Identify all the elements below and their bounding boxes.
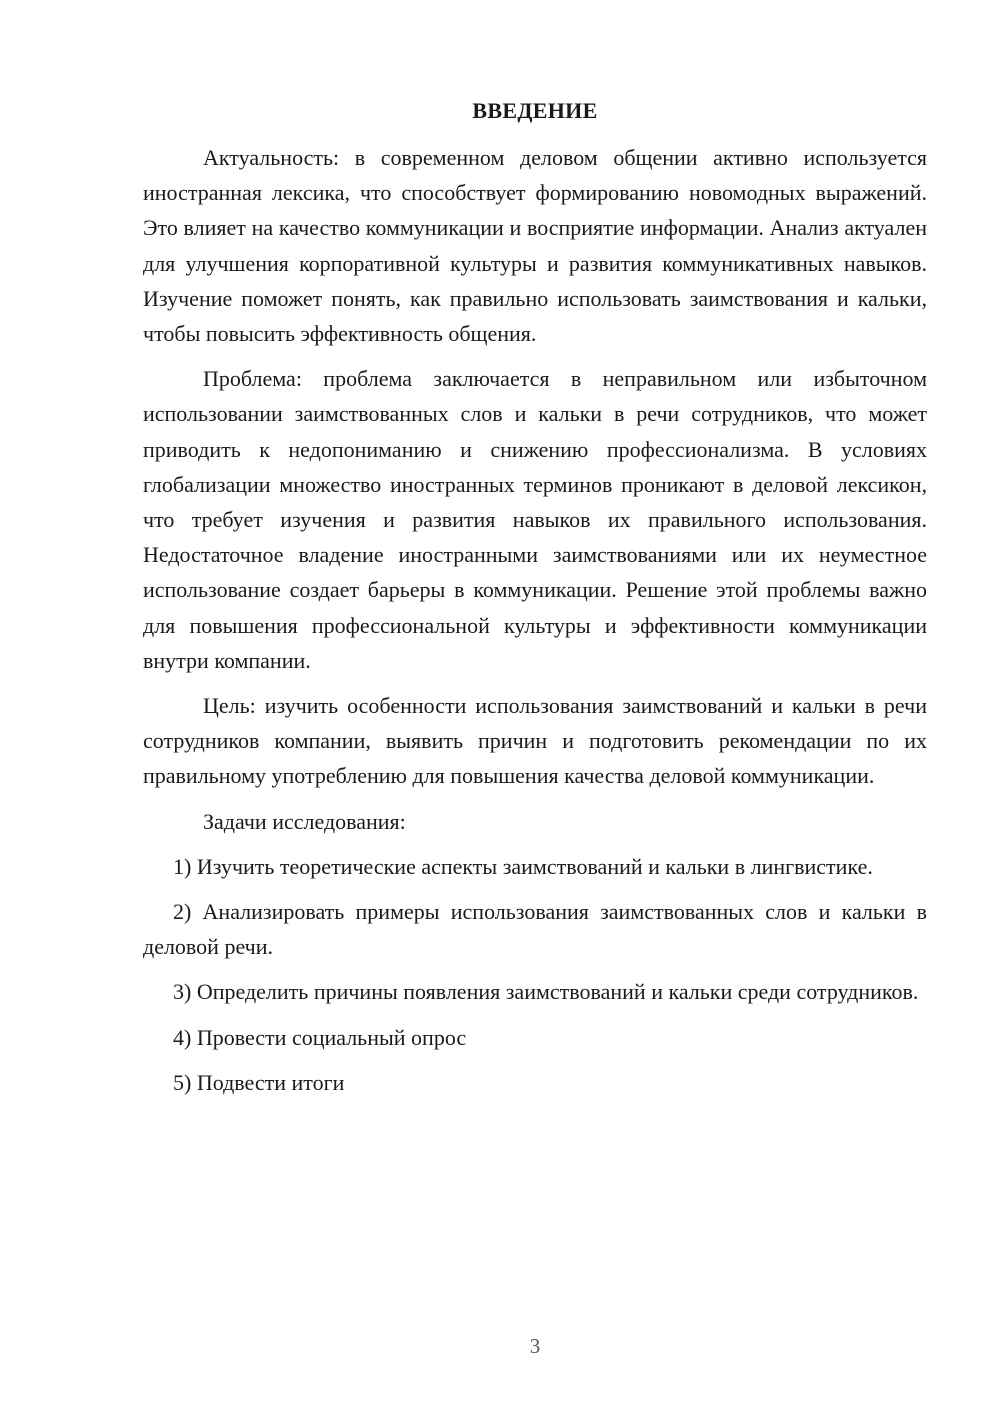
tasks-heading: Задачи исследования:: [203, 808, 406, 834]
section-heading: ВВЕДЕНИЕ: [472, 98, 598, 123]
paragraph-problem: Проблема: проблема заключается в неправильном или избыточном использовании заимствованных слов и кальки в речи сотрудников, что может приводить к недопониманию и снижению профессионализма. В условиях глобализации множество иностранных терминов проникают в деловой лексикон, что требует изучения и развития навыков их правильного использования. Недостаточное владение иностранными заимствованиями или их неуместное использование создает барьеры в коммуникации. Решение этой проблемы важно для повышения профессиональной культуры и эффективности коммуникации внутри компании.: [143, 366, 927, 673]
task-item: 2) Анализировать примеры использования заимствованных слов и кальки в деловой речи.: [143, 899, 927, 960]
task-item: 1) Изучить теоретические аспекты заимствований и кальки в лингвистике.: [173, 853, 873, 879]
task-item: 5) Подвести итоги: [173, 1069, 345, 1095]
page-content: [143, 96, 927, 1110]
task-item: 4) Провести социальный опрос: [173, 1024, 467, 1050]
paragraph-relevance: Актуальность: в современном деловом общении активно используется иностранная лексика, что способствует формированию новомодных выражений. Это влияет на качество коммуникации и восприятие информации. Анализ актуален для улучшения корпоративной культуры и развития коммуникативных навыков. Изучение поможет понять, как правильно использовать заимствования и кальки, чтобы повысить эффективность общения.: [143, 145, 927, 347]
task-item: 3) Определить причины появления заимствований и кальки среди сотрудников.: [173, 979, 919, 1005]
paragraph-goal: Цель: изучить особенности использования заимствований и кальки в речи сотрудников компании, выявить причин и подготовить рекомендации по их правильному употреблению для повышения качества деловой коммуникации.: [143, 693, 927, 789]
page-number: 3: [529, 1334, 541, 1358]
